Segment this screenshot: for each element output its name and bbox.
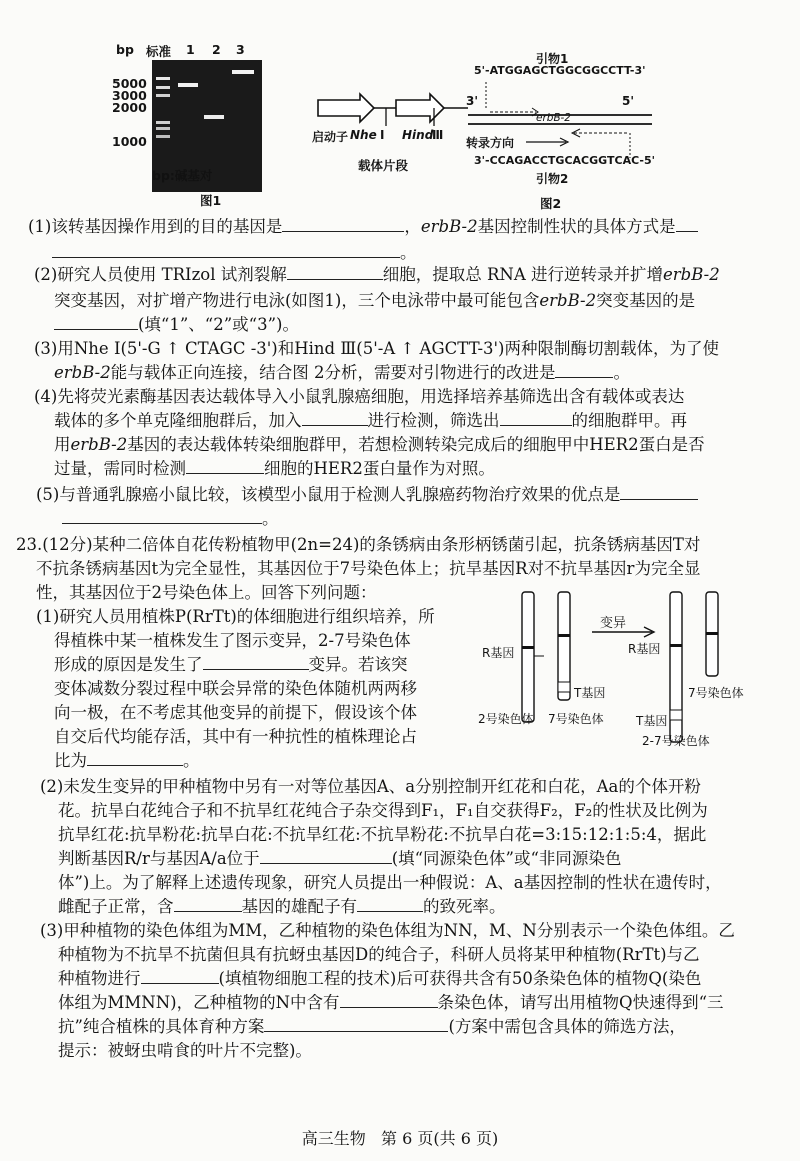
answer-blank	[54, 315, 138, 330]
q23-p2-line4	[58, 848, 800, 870]
text-run: 进行检测，筛选出	[367, 411, 500, 430]
text-run: 抗旱红花:抗旱粉花:抗旱白花:不抗旱红花:不抗旱粉花:不抗旱白花=3:15:12:1:5:4，据此	[58, 825, 707, 844]
text-run: (4)先将荧光素酶基因表达载体导入小鼠乳腺癌细胞，用选择培养基筛选出含有载体或表达	[34, 387, 685, 406]
text-run: 23.(12分)某种二倍体自花传粉植物甲(2n=24)的条锈病由条形柄锈菌引起，抗条锈病基因T对	[16, 535, 701, 554]
gel-bp-label: bp	[116, 42, 134, 57]
strand-end-right: 5'	[622, 94, 635, 108]
q23-p3-line3	[58, 968, 800, 990]
chr27-label: 2-7号染色体	[642, 734, 710, 748]
text-run: 自交后代均能存活，其中有一种抗性的植株理论占	[54, 727, 417, 746]
primer1-label: 引物1	[536, 52, 569, 66]
answer-blank	[52, 243, 400, 258]
page-footer: 高三生物 第 6 页(共 6 页)	[301, 1129, 499, 1148]
text-run: 细胞，提取总 RNA 进行逆转录并扩增	[382, 265, 663, 284]
q4-line2	[54, 410, 800, 432]
q23-line1	[16, 534, 800, 556]
q4-line4	[54, 458, 800, 480]
text-run: 突变基因的是	[596, 291, 696, 310]
text-run: ，	[404, 217, 421, 236]
text-run: 基因的表达载体转染细胞群甲，若想检测转染完成后的细胞甲中HER2蛋白是否	[127, 435, 705, 454]
vector-fragment	[312, 90, 472, 180]
text-run: erbB-2	[539, 291, 597, 310]
q23-p3-line4	[58, 992, 800, 1014]
answer-blank	[302, 411, 368, 426]
variation-label: 变异	[600, 616, 627, 631]
answer-blank	[282, 217, 404, 232]
answer-blank	[260, 849, 392, 864]
text-run: 向一极，在不考虑其他变异的前提下，假设该个体	[54, 703, 417, 722]
text-run: 体组为MMNN)，乙种植物的N中含有	[58, 993, 340, 1012]
figure2-caption: 图2	[540, 196, 562, 211]
q1-line2	[52, 242, 800, 264]
q2-line2	[54, 290, 800, 312]
q23-p3-line6	[58, 1040, 800, 1062]
text-run: (填“1”、“2”或“3”)。	[138, 315, 299, 334]
q2-line3	[54, 314, 800, 336]
t-gene-label: T基因	[574, 686, 606, 700]
q23-p2-line5	[58, 872, 800, 894]
primer2-label: 引物2	[536, 172, 569, 186]
erbb2-gene-label: erbB-2	[536, 112, 571, 124]
answer-blank	[287, 265, 383, 280]
answer-blank	[62, 509, 262, 524]
vector-caption: 载体片段	[358, 158, 409, 173]
figure1-caption: 图1	[200, 193, 222, 208]
gel-unit-note: bp:碱基对	[152, 168, 213, 183]
text-run: 基因控制性状的具体方式是	[477, 217, 676, 236]
text-run: 过量，需同时检测	[54, 459, 186, 478]
answer-blank	[264, 1017, 448, 1032]
text-run: 比为	[54, 751, 87, 770]
vector-diagram	[312, 90, 472, 130]
gel-tick-5000: 5000	[112, 76, 147, 91]
q23-p2-line6	[58, 896, 800, 918]
vector-nhe-label: Nhe	[350, 128, 377, 142]
text-run: (方案中需包含具体的筛选方法，	[448, 1017, 686, 1036]
gel-tick-1000: 1000	[112, 134, 147, 149]
text-run: (3)用Nhe Ⅰ(5'-G ↑ CTAGC -3')和Hind Ⅲ(5'-A ↑ AGCTT-3')两种限制酶切割载体，为了使	[34, 339, 719, 358]
text-run: 花。抗旱白花纯合子和不抗旱红花纯合子杂交得到F₁，F₁自交获得F₂，F₂的性状及比例为	[58, 801, 708, 820]
text-run: (3)甲种植物的染色体组为MM，乙种植物的染色体组为NN，M、N分别表示一个染色体组。乙	[40, 921, 735, 940]
text-run: 得植株中某一植株发生了图示变异，2-7号染色体	[54, 631, 411, 650]
strand-end-left: 3'	[466, 94, 479, 108]
text-run: (2)未发生变异的甲种植物中另有一对等位基因A、a分别控制开红花和白花，Aa的个体开粉	[40, 777, 701, 796]
text-run: (1)研究人员用植株P(RrTt)的体细胞进行组织培养，所	[36, 607, 435, 626]
text-run: 能与载体正向连接，结合图 2分析，需要对引物进行的改进是	[110, 363, 556, 382]
text-run: 。	[400, 243, 417, 262]
chr7b-label: 7号染色体	[688, 686, 744, 700]
text-run: (2)研究人员使用 TRIzol 试剂裂解	[34, 265, 287, 284]
q4-line3	[54, 434, 800, 456]
text-run: (填植物细胞工程的技术)后可获得共含有50条染色体的植物Q(染色	[218, 969, 702, 988]
vector-hind-roman: Ⅲ	[432, 128, 444, 142]
t-gene-label-2: T基因	[636, 714, 668, 728]
text-run: 提示：被蚜虫啃食的叶片不完整)。	[58, 1041, 312, 1060]
answer-blank	[203, 655, 309, 670]
gel-lane-3: 3	[236, 42, 245, 57]
text-run: 抗”纯合植株的具体育种方案	[58, 1017, 265, 1036]
text-run: 用	[54, 435, 71, 454]
q3-line1	[34, 338, 800, 360]
text-run: 基因的雄配子有	[241, 897, 357, 916]
answer-blank	[357, 897, 423, 912]
text-run: 。	[262, 509, 279, 528]
text-run: erbB-2	[54, 363, 111, 382]
transcription-direction: 转录方向	[466, 136, 515, 150]
answer-blank	[186, 459, 264, 474]
text-run: 性，其基因位于2号染色体上。回答下列问题：	[36, 583, 377, 602]
text-run: 种植物为不抗旱不抗菌但具有抗蚜虫基因D的纯合子，科研人员将某甲种植物(RrTt)与乙	[58, 945, 700, 964]
answer-blank	[500, 411, 572, 426]
q23-p2-line2	[58, 800, 800, 822]
q23-line2	[36, 558, 800, 580]
q3-line2	[54, 362, 800, 384]
text-run: (1)该转基因操作用到的目的基因是	[28, 217, 283, 236]
text-run: 突变基因，对扩增产物进行电泳(如图1)，三个电泳带中最可能包含	[54, 291, 540, 310]
text-run: erbB-2	[70, 435, 128, 454]
answer-blank	[87, 751, 183, 766]
primer1-seq: 5'-ATGGAGCTGGCGGCCTT-3'	[474, 64, 646, 77]
figure1	[108, 36, 288, 216]
text-run: 判断基因R/r与基因A/a位于	[58, 849, 260, 868]
r-gene-label: R基因	[482, 646, 515, 660]
text-run: 种植物进行	[58, 969, 141, 988]
answer-blank	[141, 969, 219, 984]
vector-hind-label: Hind	[402, 128, 434, 142]
chr2-label: 2号染色体	[478, 712, 534, 726]
q2-line1	[34, 264, 800, 286]
answer-blank	[174, 897, 242, 912]
primer2-seq: 3'-CCAGACCTGCACGGTCAC-5'	[474, 154, 655, 167]
gel-lane-1: 1	[186, 42, 195, 57]
text-run: 形成的原因是发生了	[54, 655, 203, 674]
text-run: 变体减数分裂过程中联会异常的染色体随机两两移	[54, 679, 417, 698]
gel-tick-2000: 2000	[112, 100, 147, 115]
text-run: 载体的多个单克隆细胞群后，加入	[54, 411, 302, 430]
text-run: 。	[613, 363, 630, 382]
text-run: 的致死率。	[423, 897, 506, 916]
answer-blank	[555, 363, 613, 378]
gel-lane-2: 2	[212, 42, 221, 57]
text-run: erbB-2	[420, 217, 478, 236]
q23-p2-line1	[40, 776, 800, 798]
text-run: 变异。若该突	[308, 655, 408, 674]
answer-blank	[620, 485, 698, 500]
q4-line1	[34, 386, 800, 408]
r-gene-label-2: R基因	[628, 642, 661, 656]
text-run: (填“同源染色体”或“非同源染色	[391, 849, 622, 868]
answer-blank	[676, 217, 698, 232]
q23-p3-line2	[58, 944, 800, 966]
answer-blank	[340, 993, 438, 1008]
text-run: 细胞的HER2蛋白量作为对照。	[264, 459, 495, 478]
q5-line2	[62, 508, 800, 530]
vector-promoter-label: 启动子	[312, 130, 349, 144]
chromosome-figure	[474, 586, 774, 756]
gel-marker-label: 标准	[146, 44, 172, 59]
q1-line1	[28, 216, 800, 238]
text-run: 不抗条锈病基因t为完全显性，其基因位于7号染色体上；抗旱基因R对不抗旱基因r为完全显	[36, 559, 701, 578]
gel-tick-3000: 3000	[112, 88, 147, 103]
text-run: 体”)上。为了解释上述遗传现象，研究人员提出一种假说：A、a基因控制的性状在遗传时，	[58, 873, 722, 892]
text-run: 的细胞群甲。再	[571, 411, 687, 430]
q5-line1	[36, 484, 800, 506]
q23-p2-line3	[58, 824, 800, 846]
chr7-label: 7号染色体	[548, 712, 604, 726]
text-run: (5)与普通乳腺癌小鼠比较，该模型小鼠用于检测人乳腺癌药物治疗效果的优点是	[36, 485, 621, 504]
text-run: 雌配子正常，含	[58, 897, 174, 916]
q23-p3-line5	[58, 1016, 800, 1038]
text-run: 条染色体，请写出用植物Q快速得到“三	[437, 993, 724, 1012]
text-run: 。	[183, 751, 200, 770]
text-run: erbB-2	[663, 265, 720, 284]
vector-nhe-roman: Ⅰ	[380, 128, 385, 142]
q23-p3-line1	[40, 920, 800, 942]
